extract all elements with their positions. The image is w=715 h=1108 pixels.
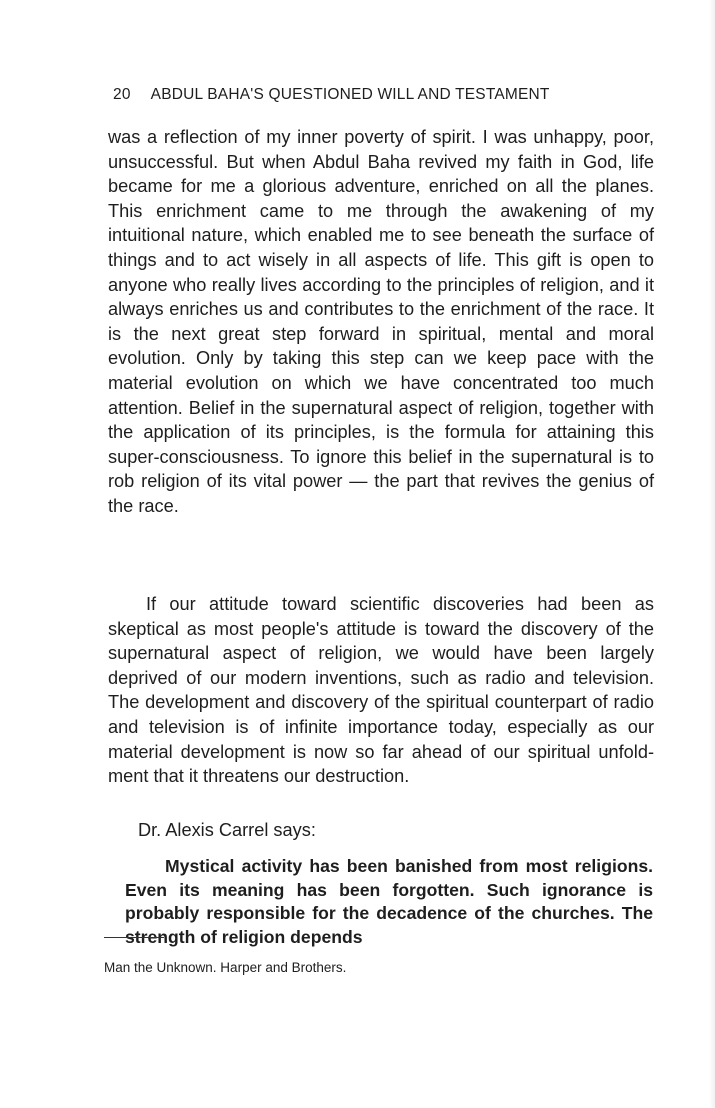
body-paragraph: was a reflection of my inner poverty of spirit. I was unhappy, poor, unsuccessful. But when Abdul Baha revived my faith in God, life became for me a glorious adventure, enriched on all the planes. This enrichment came to me through the awakening of my intuitional nature, which enabled me to see beneath the surface of things and to act wisely in all aspects of life. This gift is open to anyone who really lives according to the principles of religion, and it always enriches us and contributes to the enrichment of the race. It is the next great step forward in spiritual, mental and moral evolution. Only by taking this step can we keep pace with the material evolution on which we have concentrated too much attention. Belief in the supernatural aspect of religion, together with the application of its principles, is the formula for attaining this super-consciousness. To ignore this belief in the supernatural is to rob religion of its vital power — the part that revives the genius of the race. xyxy=(108,127,654,516)
body-paragraph: If our attitude toward scientific discoveries had been as skeptical as most people's attitude is toward the discovery of the supernatural aspect of religion, we would have been largely deprived of our modern inventions, such as radio and television. The development and discovery of the spiritual counterpart of radio and television is of infinite importance today, especially as our material development is now so far ahead of our spiritual unfoldment that it threatens our destruction. xyxy=(108,594,654,787)
page-number: 20 xyxy=(113,86,131,103)
quote-intro: Dr. Alexis Carrel says: xyxy=(138,820,316,840)
footnote-rule xyxy=(104,937,164,938)
footnote: Man the Unknown. Harper and Brothers. xyxy=(104,960,347,975)
running-title: ABDUL BAHA'S QUESTIONED WILL AND TESTAMENT xyxy=(150,86,550,103)
block-quote: Mystical activity has been banished from most religions. Even its meaning has been forgotten. Such ignorance is probably responsible for the decadence of the churches. The strength of religion depends xyxy=(125,856,653,947)
running-header xyxy=(113,86,633,104)
page-edge-shadow xyxy=(709,0,715,1108)
